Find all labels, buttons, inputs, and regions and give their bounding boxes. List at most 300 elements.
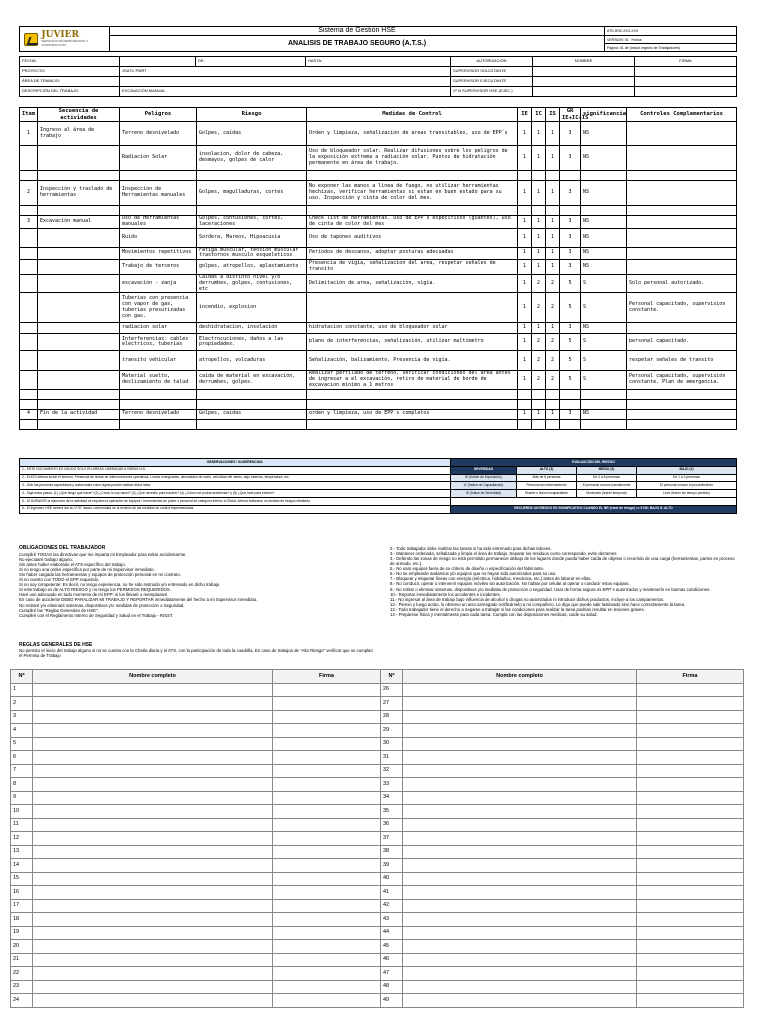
sign-name-field[interactable] bbox=[33, 859, 273, 873]
sign-firma-field[interactable] bbox=[273, 697, 381, 711]
ats-cell-med bbox=[307, 293, 518, 323]
ats-cell-rie: Electrocuciones, daños a las propiedades. bbox=[197, 334, 307, 351]
footer-row bbox=[20, 474, 737, 482]
supervisor-ejecutante-nombre[interactable] bbox=[533, 77, 635, 87]
sign-name-field[interactable] bbox=[33, 994, 273, 1008]
footer-row bbox=[20, 490, 737, 498]
sign-number: 40 bbox=[381, 872, 403, 886]
sign-name-field[interactable] bbox=[403, 764, 637, 778]
ats-cell-sig: S bbox=[581, 351, 627, 371]
ats-cell-cc: Personal capacitado, supervision constante. bbox=[627, 293, 737, 323]
ats-cell-is bbox=[546, 171, 560, 181]
ats-cell-sig bbox=[581, 419, 627, 429]
sign-name-field[interactable] bbox=[33, 899, 273, 913]
ats-cell-cc bbox=[627, 146, 737, 171]
observations-evaluation bbox=[19, 458, 737, 514]
sign-name-field[interactable] bbox=[403, 926, 637, 940]
sign-firma-field[interactable] bbox=[273, 724, 381, 738]
sign-row bbox=[11, 791, 744, 805]
sign-name-field[interactable] bbox=[403, 872, 637, 886]
ats-cell-gr bbox=[560, 419, 581, 429]
ats-cell-med: plano de interferencias, señalización, utilizar multimetro bbox=[307, 334, 518, 351]
supervisor-hse-firma[interactable] bbox=[635, 87, 737, 97]
sign-firma-field[interactable] bbox=[637, 818, 744, 832]
ats-cell-med bbox=[307, 419, 518, 429]
obligacion-line: Si no soy competente: Es decir, no tengo experiencia, no he sido instruido y/o entrenado en dicho trabajo. bbox=[19, 582, 221, 588]
sign-name-field[interactable] bbox=[403, 778, 637, 792]
descripcion-label: DESCRIPCIÓN DEL TRABAJO: bbox=[20, 87, 120, 97]
ats-cell-sig: NS bbox=[581, 260, 627, 275]
sign-number: 20 bbox=[11, 940, 33, 954]
ats-cell-cc bbox=[627, 228, 737, 247]
sign-row bbox=[11, 913, 744, 927]
ats-cell-ic: 1 bbox=[532, 247, 546, 260]
sign-name-field[interactable] bbox=[403, 967, 637, 981]
ats-col-header: IC bbox=[532, 108, 546, 122]
sign-name-field[interactable] bbox=[33, 886, 273, 900]
ats-cell-ie: 1 bbox=[518, 181, 532, 206]
sign-firma-field[interactable] bbox=[273, 926, 381, 940]
ats-cell-gr: 5 bbox=[560, 293, 581, 323]
sign-firma-field[interactable] bbox=[273, 886, 381, 900]
sign-name-field[interactable] bbox=[403, 953, 637, 967]
sign-name-field[interactable] bbox=[33, 751, 273, 765]
ats-cell-pel: Terreno desnivelado bbox=[120, 122, 197, 146]
sign-firma-field[interactable] bbox=[273, 872, 381, 886]
ats-cell-act bbox=[38, 334, 120, 351]
sign-number: 48 bbox=[381, 980, 403, 994]
ats-cell-ic: 1 bbox=[532, 146, 546, 171]
obligacion-line: Sin haber cargado las herramientas y equipos de protección personal en mi contrato. bbox=[19, 572, 181, 578]
sign-number: 28 bbox=[381, 710, 403, 724]
rule-line: 6.- No se emplearán andamios y/o equipos que no hayan sido autorizados para su uso. bbox=[390, 571, 557, 577]
sign-name-field[interactable] bbox=[33, 764, 273, 778]
sign-firma-field[interactable] bbox=[273, 710, 381, 724]
ats-cell-pel bbox=[120, 419, 197, 429]
sign-name-field[interactable] bbox=[33, 710, 273, 724]
ats-cell-ie: 1 bbox=[518, 260, 532, 275]
ats-cell-pel: Uso de Herramientas manuales bbox=[120, 216, 197, 229]
sign-firma-field[interactable] bbox=[273, 791, 381, 805]
sign-firma-field[interactable] bbox=[273, 913, 381, 927]
ats-cell-ie: 1 bbox=[518, 293, 532, 323]
ats-cell-ic bbox=[532, 389, 546, 399]
sign-name-field[interactable] bbox=[33, 872, 273, 886]
ats-row bbox=[20, 351, 737, 371]
ats-cell-ie bbox=[518, 389, 532, 399]
ats-cell-act bbox=[38, 247, 120, 260]
sign-name-field[interactable] bbox=[403, 899, 637, 913]
sign-number: 47 bbox=[381, 967, 403, 981]
sign-number: 35 bbox=[381, 805, 403, 819]
sign-row bbox=[11, 724, 744, 738]
sign-number: 2 bbox=[11, 697, 33, 711]
ats-cell-sig bbox=[581, 206, 627, 216]
ats-col-header: Controles Complementarios bbox=[627, 108, 737, 122]
rule-line: 3.- Mantener ordenada, señalizada y limpia el área de trabajo. Separar los residuos como corresponde, evite derrames. bbox=[390, 551, 618, 557]
sign-firma-field[interactable] bbox=[273, 737, 381, 751]
sign-name-field[interactable] bbox=[33, 683, 273, 697]
sign-name-field[interactable] bbox=[33, 913, 273, 927]
sign-name-field[interactable] bbox=[403, 683, 637, 697]
sign-name-field[interactable] bbox=[33, 791, 273, 805]
sign-firma-field[interactable] bbox=[637, 832, 744, 846]
sign-firma-field[interactable] bbox=[273, 818, 381, 832]
ats-cell-rie bbox=[197, 206, 307, 216]
sign-name-field[interactable] bbox=[33, 737, 273, 751]
sign-number: 49 bbox=[381, 994, 403, 1008]
eval-note: RECUERDE UN RIESGO ES SIGNIFICATIVO CUANDO EL NR (nivel de riesgo) >= 5 NS: BAJO S: ALTO bbox=[451, 505, 737, 513]
sign-name-field[interactable] bbox=[33, 967, 273, 981]
ats-cell-ie bbox=[518, 399, 532, 409]
sign-firma-field[interactable] bbox=[637, 859, 744, 873]
sign-name-field[interactable] bbox=[403, 805, 637, 819]
ats-cell-ie: 1 bbox=[518, 409, 532, 419]
rules-list bbox=[390, 546, 736, 617]
rule-line: 13.- Todo trabajador tiene el derecho a negarse a trabajar si las condiciones para realizar la tarea podrían resultar en lesiones graves. bbox=[390, 606, 645, 612]
obligacion-line: Si este trabajo es de ALTO RIESGO y no tengo los PERMISOS REQUERIDOS. bbox=[19, 587, 171, 593]
ats-col-header: GR IE+IC+IS bbox=[560, 108, 581, 122]
ats-cell-item bbox=[20, 323, 38, 334]
sign-firma-field[interactable] bbox=[273, 994, 381, 1008]
footer-row bbox=[20, 497, 737, 505]
ats-cell-item: 4 bbox=[20, 409, 38, 419]
ats-cell-item bbox=[20, 389, 38, 399]
sign-col-header: Nombre completo bbox=[33, 670, 273, 684]
ats-cell-is: 1 bbox=[546, 260, 560, 275]
sign-name-field[interactable] bbox=[403, 980, 637, 994]
ats-cell-med: No exponer las manos a linea de fuego, no utilizar herramientas hechizas, verificar herramientas si estan en buen estado para su uso. Inspección y cinta de color del mes. bbox=[307, 181, 518, 206]
ats-cell-med: Orden y limpieza, señalización de areas transitables, uso de EPP´s bbox=[307, 122, 518, 146]
sign-firma-field[interactable] bbox=[273, 832, 381, 846]
ats-col-header: Item bbox=[20, 108, 38, 122]
obligacion-line: Si no tengo una orden específica por parte de mi Supervisor inmediato. bbox=[19, 567, 155, 573]
rule-line: 11.- No ingresar al área de trabajo bajo influencia de alcohol o drogas no autorizados ni introducir dichos productos, incluye a los campamentos. bbox=[390, 596, 665, 602]
sign-firma-field[interactable] bbox=[637, 926, 744, 940]
sign-row bbox=[11, 778, 744, 792]
sign-number: 31 bbox=[381, 751, 403, 765]
ats-cell-rie bbox=[197, 419, 307, 429]
ats-col-header: Peligros bbox=[120, 108, 197, 122]
ats-cell-ie bbox=[518, 206, 532, 216]
ats-col-header: Medidas de Control bbox=[307, 108, 518, 122]
ats-cell-item bbox=[20, 247, 38, 260]
sign-number: 41 bbox=[381, 886, 403, 900]
sign-firma-field[interactable] bbox=[637, 710, 744, 724]
sign-name-field[interactable] bbox=[403, 832, 637, 846]
sign-row bbox=[11, 697, 744, 711]
ats-cell-is: 2 bbox=[546, 334, 560, 351]
sign-number: 46 bbox=[381, 953, 403, 967]
sign-row bbox=[11, 751, 744, 765]
sign-firma-field[interactable] bbox=[637, 737, 744, 751]
ats-cell-is bbox=[546, 206, 560, 216]
obs-title: OBSERVACIONES / SUGERENCIAS: bbox=[20, 459, 451, 467]
sign-number: 27 bbox=[381, 697, 403, 711]
company-name: JUVIER bbox=[41, 30, 79, 41]
sign-row bbox=[11, 899, 744, 913]
sign-row bbox=[11, 683, 744, 697]
sign-name-field[interactable] bbox=[403, 710, 637, 724]
ats-cell-ic: 2 bbox=[532, 334, 546, 351]
sign-number: 43 bbox=[381, 913, 403, 927]
sign-number: 42 bbox=[381, 899, 403, 913]
sign-name-field[interactable] bbox=[403, 791, 637, 805]
ats-cell-ic bbox=[532, 206, 546, 216]
page-title: ANALISIS DE TRABAJO SEGURO (A.T.S.) bbox=[110, 36, 605, 52]
sign-name-field[interactable] bbox=[33, 832, 273, 846]
ats-cell-pel: Interferencias: cables electricos, tuberias bbox=[120, 334, 197, 351]
ats-cell-med: Uso de bloqueador solar. Realizar difusiones sobre los peligros de la exposición extrema a radiación solar. Puntos de hidratación permanente en área de trabajo. bbox=[307, 146, 518, 171]
ats-row bbox=[20, 216, 737, 229]
reglas-title: REGLAS GENERALES DE HSE bbox=[19, 642, 93, 648]
ats-cell-gr: 3 bbox=[560, 247, 581, 260]
ats-cell-is: 1 bbox=[546, 146, 560, 171]
sign-name-field[interactable] bbox=[403, 724, 637, 738]
sign-number: 23 bbox=[11, 980, 33, 994]
sign-name-field[interactable] bbox=[403, 751, 637, 765]
ats-cell-med: hidratacion constante, uso de bloqueador solar bbox=[307, 323, 518, 334]
area-label: ÁREA DE TRABAJO: bbox=[20, 77, 120, 87]
document-header bbox=[19, 26, 737, 52]
ats-cell-sig bbox=[581, 389, 627, 399]
sign-firma-field[interactable] bbox=[637, 724, 744, 738]
ats-row bbox=[20, 293, 737, 323]
sign-firma-field[interactable] bbox=[273, 953, 381, 967]
sign-name-field[interactable] bbox=[403, 737, 637, 751]
sign-firma-field[interactable] bbox=[637, 778, 744, 792]
ats-col-header: IS bbox=[546, 108, 560, 122]
sign-name-field[interactable] bbox=[403, 940, 637, 954]
company-logo bbox=[20, 27, 110, 52]
ats-cell-act: Fin de la actividad bbox=[38, 409, 120, 419]
sign-firma-field[interactable] bbox=[637, 913, 744, 927]
ats-cell-rie: insolacion, dolor de cabeza, desmayos, golpes de calor bbox=[197, 146, 307, 171]
sign-firma-field[interactable] bbox=[637, 697, 744, 711]
ats-row bbox=[20, 247, 737, 260]
sign-firma-field[interactable] bbox=[273, 980, 381, 994]
sign-name-field[interactable] bbox=[403, 697, 637, 711]
sign-firma-field[interactable] bbox=[637, 953, 744, 967]
sign-firma-field[interactable] bbox=[273, 967, 381, 981]
sign-firma-field[interactable] bbox=[637, 683, 744, 697]
ats-cell-med: Señalización, balizamiento. Presencia de vigía. bbox=[307, 351, 518, 371]
sign-number: 22 bbox=[11, 967, 33, 981]
ats-cell-ie: 1 bbox=[518, 146, 532, 171]
rule-line: 4.- Defendo las zonas de riesgo no está permitido permanecer debajo de los lugares donde pueda haber caída de objetos o recorrido de una carga (herramientas, partes en proceso de armado, etc.). bbox=[390, 556, 735, 567]
ats-cell-is: 1 bbox=[546, 122, 560, 146]
proyecto-label: PROYECTO: bbox=[20, 67, 120, 77]
sign-number: 7 bbox=[11, 764, 33, 778]
ats-cell-act bbox=[38, 371, 120, 389]
ats-table bbox=[19, 107, 737, 430]
ats-cell-item bbox=[20, 260, 38, 275]
supervisor-ejecutante-firma[interactable] bbox=[635, 77, 737, 87]
ats-row bbox=[20, 122, 737, 146]
sign-col-header: Firma bbox=[273, 670, 381, 684]
sign-firma-field[interactable] bbox=[637, 845, 744, 859]
sign-firma-field[interactable] bbox=[637, 899, 744, 913]
ats-cell-pel: Tuberias con presencia con vapor de gas, tuberias presurizadas con gas. bbox=[120, 293, 197, 323]
sign-number: 16 bbox=[11, 886, 33, 900]
sign-number: 18 bbox=[11, 913, 33, 927]
ats-cell-ic: 1 bbox=[532, 323, 546, 334]
obligacion-line: Cumpliré con el Reglamento Interno de Seguridad y Salud en el Trabajo - RISST. bbox=[19, 612, 174, 618]
system-title: Sistema de Gestión HSE bbox=[110, 27, 605, 36]
sign-firma-field[interactable] bbox=[637, 791, 744, 805]
ats-cell-cc bbox=[627, 216, 737, 229]
doc-code: ATS-HSE-XXX-XXX bbox=[605, 27, 737, 36]
ats-row bbox=[20, 371, 737, 389]
ats-cell-pel bbox=[120, 399, 197, 409]
sign-name-field[interactable] bbox=[33, 926, 273, 940]
sign-row bbox=[11, 818, 744, 832]
sign-number: 11 bbox=[11, 818, 33, 832]
firma-header: FIRMA bbox=[635, 57, 737, 67]
ats-cell-pel bbox=[120, 206, 197, 216]
sign-firma-field[interactable] bbox=[273, 845, 381, 859]
sign-name-field[interactable] bbox=[403, 886, 637, 900]
ats-cell-gr bbox=[560, 171, 581, 181]
ats-cell-act bbox=[38, 399, 120, 409]
ats-row bbox=[20, 228, 737, 247]
rule-line: 2.- Todo trabajador debe realizar las tareas si ha sido entrenado para dichas labores. bbox=[390, 546, 552, 551]
sign-header-row bbox=[11, 670, 744, 684]
sign-number: 38 bbox=[381, 845, 403, 859]
sign-firma-field[interactable] bbox=[637, 940, 744, 954]
sign-number: 45 bbox=[381, 940, 403, 954]
supervisor-solicitante-nombre[interactable] bbox=[533, 67, 635, 77]
eval-cell: Más de 8 personas bbox=[517, 474, 577, 482]
sign-firma-field[interactable] bbox=[637, 872, 744, 886]
ats-cell-is: 2 bbox=[546, 293, 560, 323]
sign-firma-field[interactable] bbox=[273, 778, 381, 792]
rule-line: 12.- Pienso y luego actúo, lo observo un acto arriesgado notificárselo a mi compañero. Le digo que puede salir lastimado sino hace correctamente la tarea. bbox=[390, 601, 686, 607]
sign-name-field[interactable] bbox=[403, 994, 637, 1008]
ats-cell-rie: Caídas a distinto nivel y/o derrumbes, golpes, contusiones, etc bbox=[197, 275, 307, 293]
eval-cell: El personal conoce el procedimiento bbox=[637, 482, 737, 490]
descripcion-value: EXCAVACIÓN MANUAL bbox=[120, 87, 451, 97]
ats-cell-ie: 1 bbox=[518, 228, 532, 247]
ats-cell-med: Uso de tapones auditivos bbox=[307, 228, 518, 247]
sign-number: 8 bbox=[11, 778, 33, 792]
ats-row bbox=[20, 146, 737, 171]
ats-cell-ie bbox=[518, 419, 532, 429]
ats-cell-is: 1 bbox=[546, 216, 560, 229]
nombre-header: NOMBRE bbox=[533, 57, 635, 67]
ats-cell-rie: incendio, explosion bbox=[197, 293, 307, 323]
sign-firma-field[interactable] bbox=[637, 967, 744, 981]
sign-firma-field[interactable] bbox=[637, 805, 744, 819]
sign-firma-field[interactable] bbox=[637, 980, 744, 994]
ats-cell-ic: 1 bbox=[532, 228, 546, 247]
sign-firma-field[interactable] bbox=[637, 751, 744, 765]
ats-cell-item bbox=[20, 146, 38, 171]
ats-cell-cc bbox=[627, 181, 737, 206]
obligacion-line: Cumpliré TODAS las directivas que me imparta mi Empleador para evitar accidentarme. bbox=[19, 551, 187, 557]
supervisor-solicitante-firma[interactable] bbox=[635, 67, 737, 77]
sign-firma-field[interactable] bbox=[637, 994, 744, 1008]
ats-cell-cc: personal capacitado. bbox=[627, 334, 737, 351]
sign-firma-field[interactable] bbox=[273, 764, 381, 778]
obs-line: 3.- Solo las personas capacitadas y autorizadas como vigías podrán realizar dicha labor. bbox=[20, 482, 451, 490]
sign-firma-field[interactable] bbox=[273, 805, 381, 819]
ats-cell-ic: 2 bbox=[532, 293, 546, 323]
ats-cell-is bbox=[546, 389, 560, 399]
sign-name-field[interactable] bbox=[403, 845, 637, 859]
sign-number: 4 bbox=[11, 724, 33, 738]
ats-row bbox=[20, 323, 737, 334]
sign-name-field[interactable] bbox=[403, 859, 637, 873]
sign-name-field[interactable] bbox=[403, 818, 637, 832]
supervisor-hse-nombre[interactable] bbox=[533, 87, 635, 97]
sign-name-field[interactable] bbox=[33, 805, 273, 819]
sign-firma-field[interactable] bbox=[637, 764, 744, 778]
ats-cell-gr: 5 bbox=[560, 351, 581, 371]
ats-cell-rie: deshidratacion, insolación bbox=[197, 323, 307, 334]
ats-cell-rie: Golpes, caídas bbox=[197, 409, 307, 419]
sign-name-field[interactable] bbox=[33, 697, 273, 711]
ats-cell-is: 2 bbox=[546, 351, 560, 371]
sign-firma-field[interactable] bbox=[273, 683, 381, 697]
ats-cell-pel: Terreno desnivelado bbox=[120, 409, 197, 419]
sign-row bbox=[11, 737, 744, 751]
proyecto-value: JSATC PMRT bbox=[120, 67, 451, 77]
ats-cell-ic: 2 bbox=[532, 371, 546, 389]
sign-name-field[interactable] bbox=[33, 818, 273, 832]
sign-firma-field[interactable] bbox=[273, 859, 381, 873]
ats-cell-pel: excavación - zanja bbox=[120, 275, 197, 293]
sign-row bbox=[11, 832, 744, 846]
ats-cell-act bbox=[38, 260, 120, 275]
sign-name-field[interactable] bbox=[33, 980, 273, 994]
ats-cell-gr: 5 bbox=[560, 371, 581, 389]
sign-name-field[interactable] bbox=[33, 940, 273, 954]
ats-cell-rie: Sordera, Mareos, Hipoacusia bbox=[197, 228, 307, 247]
ats-cell-med: Periodos de descanso, adoptar posturas adecuadas bbox=[307, 247, 518, 260]
sign-row bbox=[11, 886, 744, 900]
ats-row bbox=[20, 260, 737, 275]
ats-cell-sig: NS bbox=[581, 216, 627, 229]
ats-cell-act bbox=[38, 293, 120, 323]
sign-name-field[interactable] bbox=[33, 724, 273, 738]
work-meta bbox=[19, 56, 737, 97]
ats-cell-ic: 2 bbox=[532, 275, 546, 293]
sign-firma-field[interactable] bbox=[273, 899, 381, 913]
ats-cell-act bbox=[38, 228, 120, 247]
ats-cell-item bbox=[20, 206, 38, 216]
ats-cell-ie: 1 bbox=[518, 122, 532, 146]
ats-cell-med: Realizar perfilado de terreno, verificar condiciones del area antes de ingresar a el excavación, retiro de material de borde de excavacion minimo a 1 metros bbox=[307, 371, 518, 389]
ats-cell-sig: NS bbox=[581, 323, 627, 334]
sign-name-field[interactable] bbox=[33, 778, 273, 792]
sign-firma-field[interactable] bbox=[273, 940, 381, 954]
sign-name-field[interactable] bbox=[33, 845, 273, 859]
sign-number: 30 bbox=[381, 737, 403, 751]
ats-cell-cc bbox=[627, 389, 737, 399]
sign-firma-field[interactable] bbox=[273, 751, 381, 765]
eval-header: SEVERIDAD bbox=[451, 466, 517, 474]
sign-name-field[interactable] bbox=[403, 913, 637, 927]
ats-cell-gr: 5 bbox=[560, 334, 581, 351]
sign-name-field[interactable] bbox=[33, 953, 273, 967]
signature-table bbox=[10, 669, 744, 1008]
sign-firma-field[interactable] bbox=[637, 886, 744, 900]
eval-cell: Moderado (lesión temporal) bbox=[577, 490, 637, 498]
sign-row bbox=[11, 940, 744, 954]
ats-cell-ie bbox=[518, 171, 532, 181]
sign-row bbox=[11, 872, 744, 886]
